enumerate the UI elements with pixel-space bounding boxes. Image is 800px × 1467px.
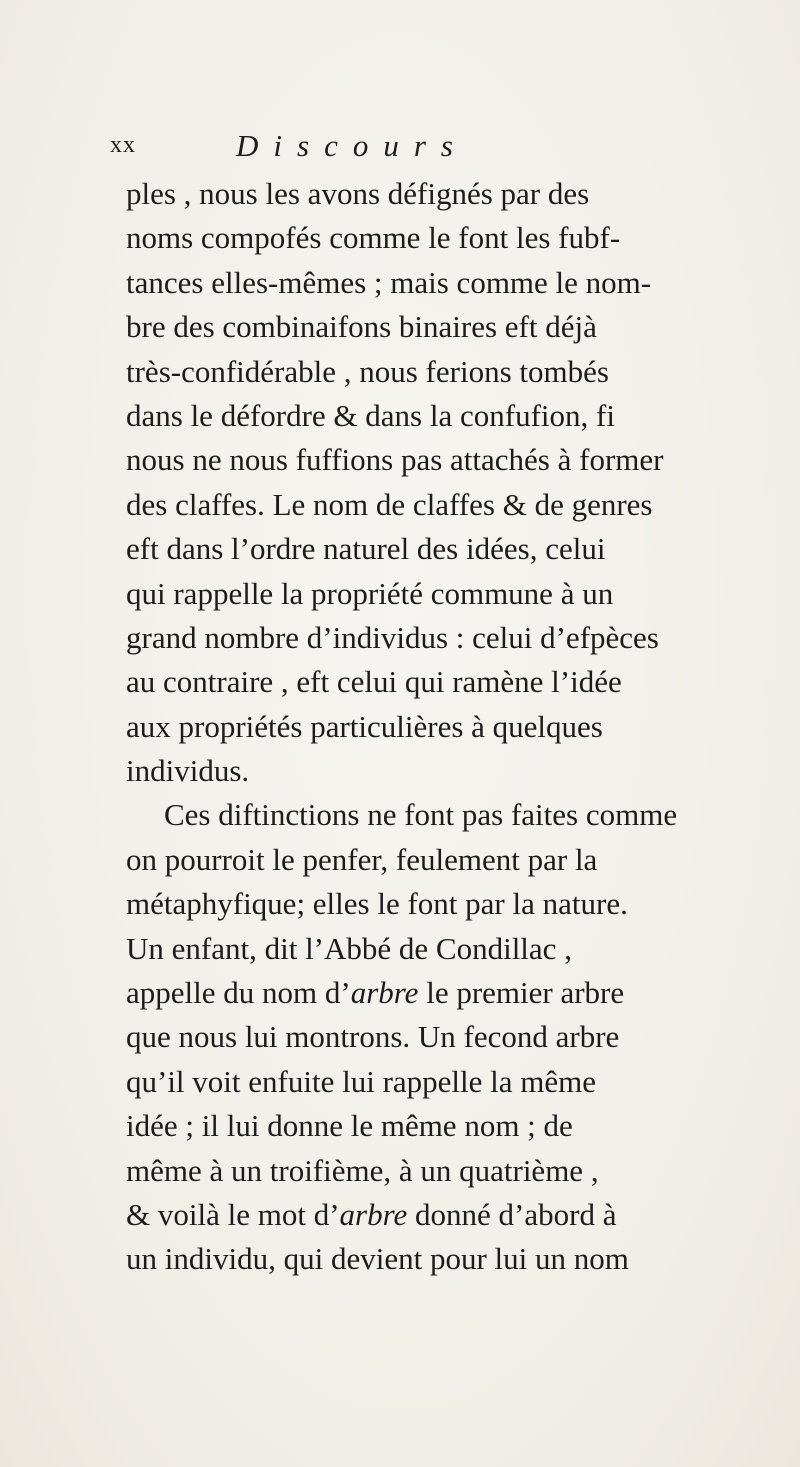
text-line: que nous lui montrons. Un fecond arbre [126,1019,620,1055]
running-head: Discours [236,128,468,163]
text-line: des claffes. Le nom de claffes & de genres [126,486,653,522]
text-line [126,1193,790,1237]
text-span: le premier arbre [418,975,625,1011]
text-line: tances elles-mêmes ; mais comme le nom- [126,264,652,300]
text-line: noms compofés comme le font les fubf- [126,220,621,256]
text-line: eft dans l’ordre naturel des idées, celui [126,531,606,567]
text-line: grand nombre d’individus : celui d’efpèces [126,619,659,655]
text-line: Ces diftinctions ne font pas faites comme [164,797,678,833]
text-span: donné d’abord à [407,1196,617,1232]
text-line: un individu, qui devient pour lui un nom [126,1241,629,1277]
text-line: qu’il voit enfuite lui rappelle la même [126,1063,597,1099]
page-number: xx [110,132,136,158]
text-line: bre des combinaifons binaires eft déjà [126,309,597,345]
text-line: on pourroit le penfer, feulement par la [126,841,598,877]
text-line: idée ; il lui donne le même nom ; de [126,1108,573,1144]
text-line: très-confidérable , nous ferions tombés [126,353,609,389]
text-line: même à un troifième, à un quatrième , [126,1152,599,1188]
text-line: individus. [126,753,250,789]
italic-word: arbre [339,1196,408,1232]
text-line: Un enfant, dit l’Abbé de Condillac , [126,930,572,966]
italic-word: arbre [350,975,419,1011]
text-line: au contraire , eft celui qui ramène l’idée [126,664,622,700]
text-line: métaphyfique; elles le font par la nature. [126,886,628,922]
text-line: qui rappelle la propriété commune à un [126,575,614,611]
text-span: appelle du nom d’ [126,975,351,1011]
text-line: dans le défordre & dans la confufion, fi [126,397,615,433]
text-line: ples , nous les avons défignés par des [126,176,590,211]
text-span: & voilà le mot d’ [126,1196,340,1232]
page-header [110,128,670,164]
text-line: aux propriétés particulières à quelques [126,708,603,744]
text-line [126,971,790,1015]
body-text [126,172,790,1282]
text-line: nous ne nous fuffions pas attachés à former [126,442,664,478]
